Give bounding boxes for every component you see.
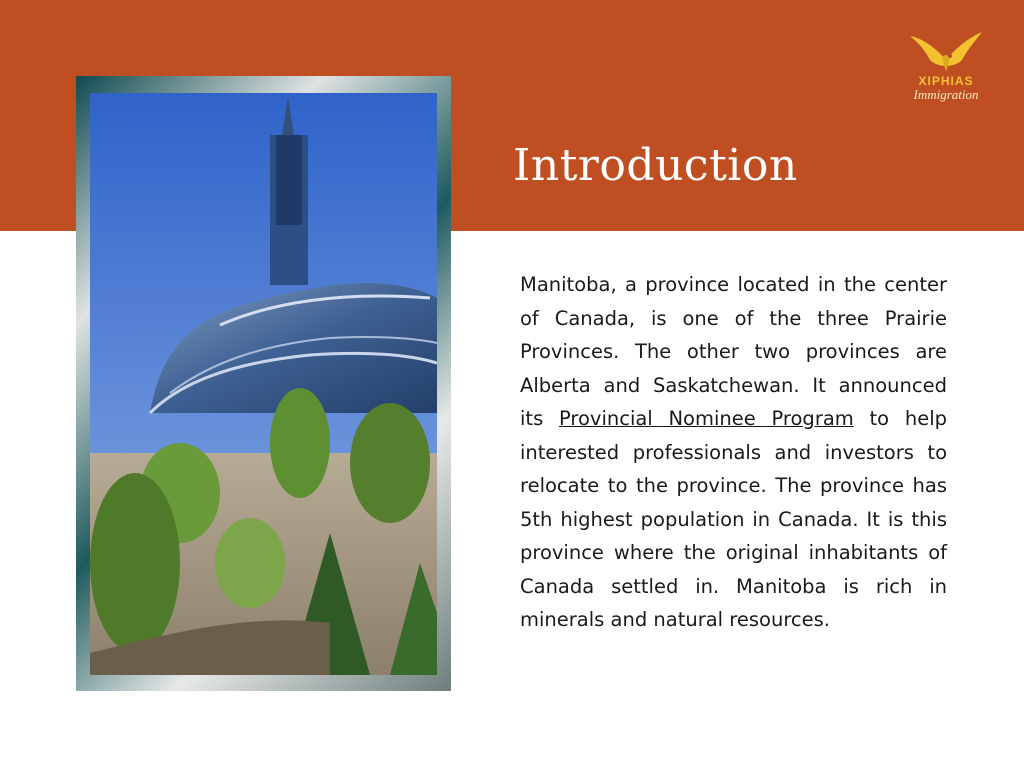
- company-logo[interactable]: [900, 30, 992, 106]
- slide-title: Introduction: [513, 140, 798, 191]
- eagle-icon: [906, 30, 986, 74]
- logo-subtitle: Immigration: [913, 87, 979, 102]
- museum-building-photo: [90, 93, 437, 675]
- photo-frame: [76, 76, 451, 691]
- provincial-nominee-program-link[interactable]: Provincial Nominee Program: [558, 407, 854, 430]
- intro-text-part-2: to help interested professionals and investors to relocate to the province. The province has 5th highest population in Canada. It is this province where the original inhabitants of Canada settled in. Manitoba is rich in minerals and natural resources.: [520, 407, 947, 631]
- logo-name: XIPHIAS: [918, 74, 974, 88]
- intro-paragraph: [520, 268, 947, 637]
- intro-text-part-1: Manitoba, a province located in the center of Canada, is one of the three Prairie Provinces. The other two provinces are Alberta and Saskatchewan. It announced its: [520, 273, 947, 430]
